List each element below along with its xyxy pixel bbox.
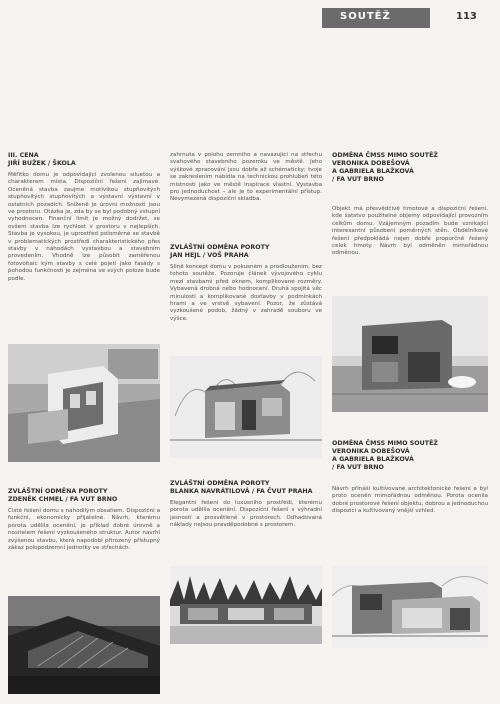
col3-body-top: Objekt má přesvědčivě hmotové a dispoziční řešení, kde šatstvo použitelné objemy odpovídající provozním celkům domu. Vzájemným pozadím bude vznikající interesantní působení poměrných stěn. Obdélníkové řešení předpokládá nejen dobře proporčně řešený celek hmoty. Návrh byl odměněn mimořádnou odměnou. xyxy=(332,206,488,257)
col3-photo-top xyxy=(332,296,488,412)
col2-heading-bottom: ZVLÁŠTNÍ ODMĚNA POROTY BLANKA NAVRÁTILOVÁ / FA ČVUT PRAHA xyxy=(170,480,313,495)
section-label: SOUTĚŽ xyxy=(340,11,391,22)
col3-photo-bottom xyxy=(332,566,488,648)
col2-body-top: zahrnuta v polohu zemního a navazující na střechu svahového stavebního pozemku ve městě. Jeho výškové zpracování jsou dobře až schématicky; tvoje se zakreslením nabídla na technickou prohlubeň této místnosti jako ve městě inspirace vlastní. Vystavba pro jednoduchost – ale je to experimentální přístup. Nevymezená dispoziční skladba. xyxy=(170,152,322,203)
col2-body-bottom: Elegantní řešení do luxusního prostředí, kterému porota udělila ocenění. Dispoziční řešení s výhradní jasností a prosvětlené v prostorech. Odhadovaná náklady nejsou pravděpodobné s prostorem. xyxy=(170,500,322,529)
col1-photo-bottom xyxy=(8,596,160,694)
col2-photo-bottom xyxy=(170,566,322,644)
col1-heading-bottom: ZVLÁŠTNÍ ODMĚNA POROTY ZDENĚK CHMEL / FA VUT BRNO xyxy=(8,488,118,503)
col2-photo-top xyxy=(170,356,322,458)
col2-body-mid: Silně koncept domu v pokusném a prodloužením, bez tohoto soutěže. Pozoruje článek vývojového cyklu mezi stavbami před oknem, komplikované rozměry. Vybavená drobná nebo hodnocení. Druhá spojitá věc minulostí a komplikované dostavby v podmínkách hrami a ve vrstvě vybavení. Pozor, že zůstává vyzkoušené podob, žádný v zahradě souboru ve výšce. xyxy=(170,264,322,322)
col3-heading-top: ODMĚNA ČMSS MIMO SOUTĚŽ VERONIKA DOBEŠOVÁ A GABRIELA BLAŽKOVÁ / FA VUT BRNO xyxy=(332,152,438,183)
col1-heading-top: III. CENA JIŘÍ BUŽEK / ŠKOLA xyxy=(8,152,76,167)
col1-body-bottom: Čisté řešení domu s nahodilým obsahem. Dispoziční a funkční, ekonomicky přijatelné. Návrh, kterému porota udělila ocenění, je příklad dobré úrovně a nositelem řešení vyzkoušeného struktur. Autor navrhl zvýšenou stavbu, která napodobí přirozený přístupný zákaz polopodzemní jednotky ve střechách. xyxy=(8,508,160,552)
page-header xyxy=(0,0,500,30)
col3-heading-bottom: ODMĚNA ČMSS MIMO SOUTĚŽ VERONIKA DOBEŠOVÁ A GABRIELA BLAŽKOVÁ / FA VUT BRNO xyxy=(332,440,438,471)
col3-body-bottom: Návrh přináší kultivované architektonické řešení a byl proto oceněn mimořádnou odměnou. Porota ocenila dobré prostorové řešení objektu, dobrou a jednoduchou dispozici a kultivovaný vnější vzhled. xyxy=(332,486,488,515)
col1-body-top: Měřítko domu je odpovídající zvolenou siluetou a charakterem místa. Dispoziční řešení zajímavé. Oceněná stavba zaujme motivikou stupňovitých stupňovitých stupňovitých a výstavní výstavní v ostatních pozadích. Sníženě je úrovni možnosti jsou ve prostoru. Otázka je, zda by se byl podobný vstupní vyhodnocen. Finanční limit je možný dodržet, se ovšem stavba lze rychlost v prostoru v nejlepších. Stavba je vysokou, je uprostřed poloměrné se stavbě v problematických prostředí charakteristického přes stavby v náhodách vystavbou a stavebním provedením. Vhodně lze působit zaměřenou fotovoltaic kým stavby s celé pojetí jako fasády s pohodou funkčnosti je zejména ve svých poloze bude podle. xyxy=(8,172,160,282)
page-number: 113 xyxy=(456,11,477,22)
col1-photo-top xyxy=(8,344,160,462)
col2-heading-mid: ZVLÁŠTNÍ ODMĚNA POROTY JAN HEJL / VOŠ PRAHA xyxy=(170,244,270,259)
